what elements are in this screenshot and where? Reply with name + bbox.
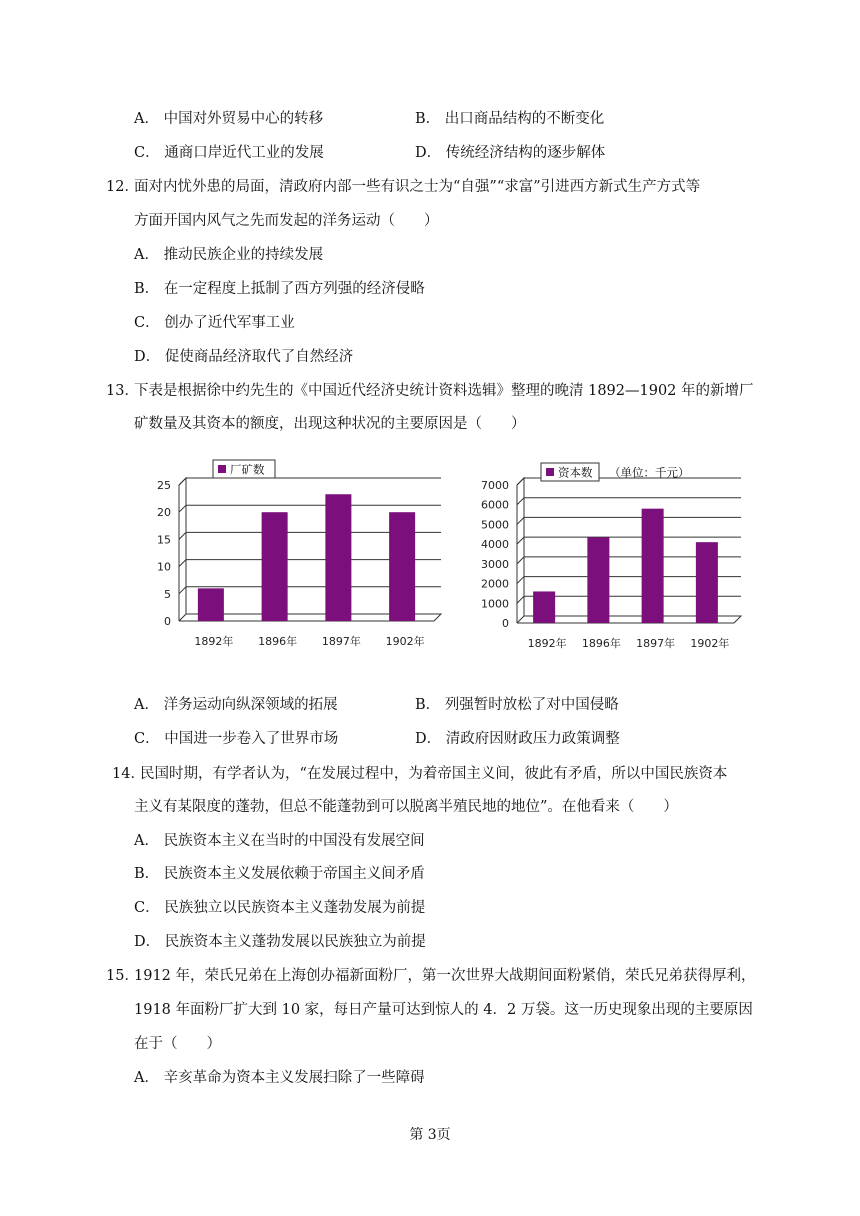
- legend-swatch: [546, 468, 554, 476]
- q13-stem-line2: 矿数量及其资本的额度，出现这种状况的主要原因是（ ）: [134, 416, 526, 432]
- bar: [696, 542, 718, 623]
- x-tick-label: 1892年: [194, 635, 234, 648]
- unit-note: （单位：千元）: [609, 465, 690, 480]
- q12-option-a: A． 推动民族企业的持续发展: [134, 247, 324, 263]
- q14-option-a: A． 民族资本主义在当时的中国没有发展空间: [134, 833, 425, 849]
- gridline: [179, 478, 441, 485]
- chart-capital-svg: [475, 450, 775, 665]
- q13-number: 13．: [106, 383, 139, 399]
- q12-stem-line1: 面对内忧外患的局面，清政府内部一些有识之士为“自强”“求富”引进西方新式生产方式等: [134, 179, 701, 195]
- q11-option-b: B． 出口商品结构的不断变化: [415, 111, 605, 127]
- x-tick-label: 1896年: [258, 635, 298, 648]
- y-tick-label: 10: [157, 560, 171, 574]
- q15-option-a: A． 辛亥革命为资本主义发展扫除了一些障碍: [134, 1070, 425, 1086]
- q12-stem-line2: 方面开国内风气之先而发起的洋务运动（ ）: [134, 213, 439, 229]
- x-tick-label: 1897年: [636, 637, 676, 650]
- bar: [642, 509, 664, 623]
- bar: [198, 588, 224, 621]
- y-tick-label: 5000: [481, 518, 509, 532]
- y-tick-label: 25: [157, 479, 171, 492]
- y-tick-label: 20: [157, 506, 171, 520]
- q12-option-d: D． 促使商品经济取代了自然经济: [134, 349, 354, 365]
- q11-option-a: A． 中国对外贸易中心的转移: [134, 111, 324, 127]
- x-tick-label: 1892年: [527, 637, 567, 650]
- legend-label: 厂矿数: [230, 462, 265, 477]
- chart-side-wall: [517, 478, 524, 623]
- chart-capital: [475, 450, 775, 669]
- q13-option-d: D． 清政府因财政压力政策调整: [415, 731, 620, 747]
- page-number: 第 3页: [409, 1127, 451, 1143]
- q12-option-c: C． 创办了近代军事工业: [134, 315, 295, 331]
- q11-option-d: D． 传统经济结构的逐步解体: [415, 145, 606, 161]
- y-tick-label: 0: [164, 615, 171, 628]
- q13-option-a: A． 洋务运动向纵深领域的拓展: [134, 697, 338, 713]
- q13-stem-line1: 下表是根据徐中约先生的《中国近代经济史统计资料选辑》整理的晚清 1892—1902 年的新增厂: [134, 383, 754, 399]
- q15-stem-line2: 1918 年面粉厂扩大到 10 家，每日产量可达到惊人的 4．2 万袋。这一历史现象出现的主要原因: [134, 1002, 753, 1018]
- legend-swatch: [218, 465, 226, 473]
- q13-option-b: B． 列强暂时放松了对中国侵略: [415, 697, 619, 713]
- q12-option-b: B． 在一定程度上抵制了西方列强的经济侵略: [134, 281, 425, 297]
- y-tick-label: 5: [164, 587, 171, 601]
- chart-factory-count-svg: [145, 450, 445, 665]
- q15-stem-line1: 1912 年，荣氏兄弟在上海创办福新面粉厂，第一次世界大战期间面粉紧俏，荣氏兄弟获得厚利，: [134, 968, 756, 984]
- q11-option-c: C． 通商口岸近代工业的发展: [134, 145, 324, 161]
- y-tick-label: 0: [502, 617, 509, 630]
- bar: [262, 512, 288, 621]
- y-tick-label: 2000: [481, 577, 509, 591]
- x-tick-label: 1902年: [690, 637, 730, 650]
- y-tick-label: 4000: [481, 538, 509, 552]
- q12-number: 12．: [106, 179, 139, 195]
- q14-option-b: B． 民族资本主义发展依赖于帝国主义间矛盾: [134, 866, 425, 882]
- q14-stem-line1: 民国时期，有学者认为，“在发展过程中，为着帝国主义间，彼此有矛盾，所以中国民族资本: [140, 766, 728, 782]
- q15-number: 15．: [106, 968, 139, 984]
- x-tick-label: 1896年: [581, 637, 621, 650]
- gridline: [517, 517, 741, 524]
- y-tick-label: 6000: [481, 498, 509, 512]
- chart-factory-count: [145, 450, 445, 669]
- gridline: [179, 505, 441, 512]
- q13-option-c: C． 中国进一步卷入了世界市场: [134, 731, 339, 747]
- y-tick-label: 1000: [481, 597, 509, 611]
- y-tick-label: 15: [157, 533, 171, 547]
- bar: [587, 537, 609, 623]
- x-tick-label: 1902年: [385, 635, 425, 648]
- legend-label: 资本数: [558, 465, 593, 480]
- q14-option-d: D． 民族资本主义蓬勃发展以民族独立为前提: [134, 934, 426, 950]
- q14-option-c: C． 民族独立以民族资本主义蓬勃发展为前提: [134, 900, 426, 916]
- q15-stem-line3: 在于（ ）: [134, 1036, 221, 1052]
- chart-side-wall: [179, 478, 186, 621]
- bar: [389, 512, 415, 621]
- q14-stem-line2: 主义有某限度的蓬勃，但总不能蓬勃到可以脱离半殖民地的地位”。在他看来（ ）: [134, 799, 678, 815]
- bar: [325, 494, 351, 621]
- y-tick-label: 3000: [481, 557, 509, 571]
- y-tick-label: 7000: [481, 479, 509, 492]
- q14-number: 14．: [112, 766, 145, 782]
- x-tick-label: 1897年: [321, 635, 361, 648]
- gridline: [517, 498, 741, 505]
- bar: [533, 591, 555, 623]
